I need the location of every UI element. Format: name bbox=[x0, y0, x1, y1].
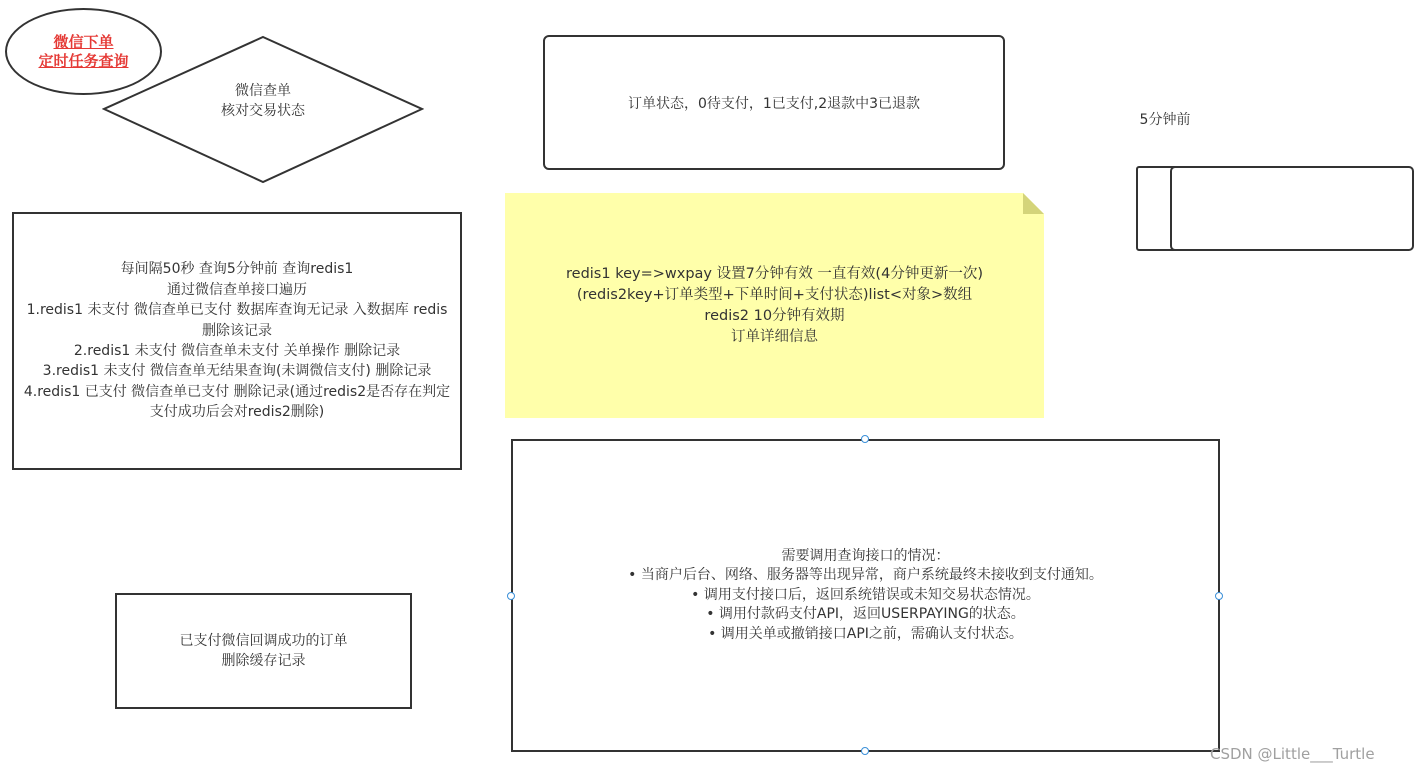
sticky-note-text bbox=[505, 193, 1044, 418]
resize-handle-top[interactable] bbox=[861, 435, 869, 443]
note-line-2: (redis2key+订单类型+下单时间+支付状态)list<对象>数组 bbox=[576, 286, 973, 303]
diamond-line-1: 微信查单 bbox=[235, 83, 291, 99]
five-minutes-ago-label bbox=[1110, 105, 1220, 133]
note-line-1: redis1 key=>wxpay 设置7分钟有效 一直有效(4分钟更新一次) bbox=[566, 265, 983, 282]
five-minutes-ago-text: 5分钟前 bbox=[1139, 112, 1191, 128]
paid-callback-box[interactable] bbox=[115, 593, 412, 709]
order-status-text: 订单状态，0待支付，1已支付,2退款中3已退款 bbox=[627, 95, 921, 112]
resize-handle-right[interactable] bbox=[1215, 592, 1223, 600]
paid-line-1: 已支付微信回调成功的订单 bbox=[179, 633, 348, 649]
query-item-2 bbox=[691, 586, 1040, 606]
diamond-label bbox=[102, 35, 424, 167]
bullet-icon: • bbox=[708, 625, 717, 642]
resize-handle-bottom[interactable] bbox=[861, 747, 869, 755]
watermark: CSDN @Little___Turtle bbox=[1210, 745, 1375, 763]
bullet-icon: • bbox=[691, 586, 700, 603]
note-line-4: 订单详细信息 bbox=[731, 328, 818, 345]
bullet-icon: • bbox=[628, 567, 637, 584]
diamond-line-2: 核对交易状态 bbox=[221, 103, 305, 119]
task-line-3: 1.redis1 未支付 微信查单已支付 数据库查询无记录 入数据库 redis删除该记录 bbox=[26, 302, 448, 339]
small-rect-front[interactable] bbox=[1170, 166, 1414, 251]
query-title: 需要调用查询接口的情况： bbox=[781, 547, 950, 564]
order-status-box[interactable] bbox=[543, 35, 1005, 170]
query-item-1 bbox=[628, 566, 1103, 586]
ellipse-line-2: 定时任务查询 bbox=[38, 51, 129, 70]
task-line-5: 3.redis1 未支付 微信查单无结果查询(未调微信支付) 删除记录 bbox=[42, 363, 432, 380]
scheduled-task-box[interactable] bbox=[12, 212, 462, 470]
ellipse-line-1: 微信下单 bbox=[53, 32, 114, 51]
query-item-1-text: 当商户后台、网络、服务器等出现异常，商户系统最终未接收到支付通知。 bbox=[640, 567, 1103, 584]
task-line-1: 每间隔50秒 查询5分钟前 查询redis1 bbox=[120, 261, 354, 278]
query-item-4 bbox=[708, 625, 1023, 645]
paid-line-2: 删除缓存记录 bbox=[221, 653, 306, 669]
query-item-3 bbox=[706, 605, 1025, 625]
bullet-icon: • bbox=[706, 606, 715, 623]
task-line-6: 4.redis1 已支付 微信查单已支付 删除记录(通过redis2是否存在判定 支付成功后会对redis2删除) bbox=[23, 383, 451, 421]
task-line-4: 2.redis1 未支付 微信查单未支付 关单操作 删除记录 bbox=[73, 343, 401, 359]
resize-handle-left[interactable] bbox=[507, 592, 515, 600]
query-item-2-text: 调用支付接口后，返回系统错误或未知交易状态情况。 bbox=[703, 586, 1040, 603]
query-item-3-text: 调用付款码支付API，返回USERPAYING的状态。 bbox=[718, 606, 1025, 623]
task-line-2: 通过微信查单接口遍历 bbox=[167, 281, 307, 298]
query-interface-cases-box[interactable] bbox=[511, 439, 1220, 752]
note-line-3: redis2 10分钟有效期 bbox=[704, 307, 845, 324]
query-item-4-text: 调用关单或撤销接口API之前，需确认支付状态。 bbox=[720, 625, 1023, 642]
